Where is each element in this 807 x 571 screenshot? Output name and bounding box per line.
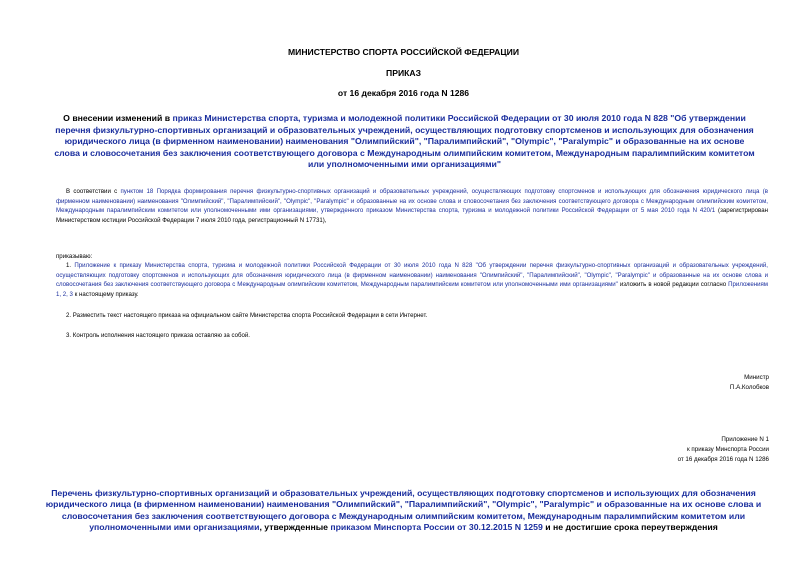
preamble-paragraph — [56, 187, 768, 225]
list-title-mid: , утвержденные — [259, 522, 331, 533]
order-item-1 — [56, 261, 768, 299]
order-1259-link[interactable]: приказом Минспорта России от 30.12.2015 N 1259 — [330, 522, 543, 533]
signer-name: П.А.Колобков — [729, 384, 769, 392]
preamble-text-end: (зарегистрирован Министерством юстиции Российской Федерации 7 июля 2010 года, регистрационный N 17731), — [56, 207, 768, 224]
item-1-end-text: к настоящему приказу. — [72, 290, 139, 298]
order-title — [52, 113, 757, 171]
list-title — [28, 488, 779, 534]
order-420-link[interactable]: приказом Министерства спорта, туризма и молодежной политики Российской Федерации от 5 мая 2010 года N 420/1 — [366, 207, 716, 215]
order-item-2: 2. Разместить текст настоящего приказа на официальном сайте Министерства спорта Российской Федерации в сети Интернет. — [66, 312, 428, 319]
list-title-end: и не достигшие срока переутверждения — [542, 522, 718, 533]
list-title-text: Перечень физкультурно-спортивных организаций и образовательных учреждений, осуществляющих подготовку спортсменов и использующих для обозначения юридического лица (в фирменном наименовании) наименования "Олимпийский", "Паралимпийский", "Olympic", "Paralympic" и образованные на их основе слова и словосочетания без заключения соответствующего договора с Международным олимпийским комитетом, Международным паралимпийским комитетом или уполномоченными ими организациями — [45, 488, 762, 533]
order-title-text: О внесении изменений в — [63, 113, 173, 123]
ministry-heading: МИНИСТЕРСТВО СПОРТА РОССИЙСКОЙ ФЕДЕРАЦИИ — [287, 47, 519, 57]
signer-position: Министр — [744, 374, 769, 381]
amended-order-link[interactable]: приказ Министерства спорта, туризма и молодежной политики Российской Федерации от 30 июля 2010 года N 828 "Об утверждении перечня физкультурно-спортивных организаций и образовательных учреждений, осуществляющих подготовку спортсменов и использующих для обозначения юридического лица (в фирменном наименовании) наименования "Олимпийский", "Паралимпийский", "Olympic", "Paralympic" и образованные на их основе слова и словосочетания без заключения соответствующего договора с Международным олимпийским комитетом, Международным паралимпийским комитетом или уполномоченными ими организациями" — [54, 113, 755, 170]
appendix-828-link[interactable]: Приложение к приказу Министерства спорта, туризма и молодежной политики Российской Федерации от 30 июля 2010 года N 828 "Об утверждении перечня физкультурно-спортивных организаций и образовательных учреждений, осуществляющих подготовку спортсменов и использующих для обозначения юридического лица (в фирменном наименовании) наименования "Олимпийский", "Паралимпийский", "Olympic", "Paralympic" и образованные на их основе слова и словосочетания без заключения соответствующего договора с Международным олимпийским комитетом, Международным паралимпийским комитетом или уполномоченными ими организациями" — [56, 262, 768, 289]
item-1-mid-text: изложить в новой редакции согласно — [617, 281, 729, 289]
order-word: приказываю: — [56, 253, 93, 260]
item-1-number: 1. — [66, 262, 75, 269]
order-date-number: от 16 декабря 2016 года N 1286 — [337, 88, 470, 98]
doc-type-heading: ПРИКАЗ — [386, 68, 421, 78]
appendices-link[interactable]: Приложениям 1, 2, 3 — [56, 281, 768, 298]
appendix-header — [678, 435, 769, 466]
appendix-date: от 16 декабря 2016 года N 1286 — [677, 456, 769, 464]
procedure-link[interactable]: пунктом 18 Порядка формирования перечня физкультурно-спортивных организаций и образовательных учреждений, осуществляющих подготовку спортсменов и использующих для обозначения юридического лица (в фирменном наименовании) наименования "Олимпийский", "Паралимпийский", "Olympic", "Paralympic" и образованные на их основе слова и словосочетания без заключения соответствующего договора с Международным олимпийским комитетом, Международным паралимпийским комитетом или уполномоченными ими организациями, утвержденного — [56, 188, 768, 215]
appendix-label: Приложение N 1 — [721, 436, 769, 443]
signature-block — [730, 373, 769, 393]
order-item-3: 3. Контроль исполнения настоящего приказа оставляю за собой. — [66, 332, 250, 339]
preamble-text-start: В соответствии с — [66, 188, 121, 195]
appendix-to-order: к приказу Минспорта России — [686, 446, 769, 454]
